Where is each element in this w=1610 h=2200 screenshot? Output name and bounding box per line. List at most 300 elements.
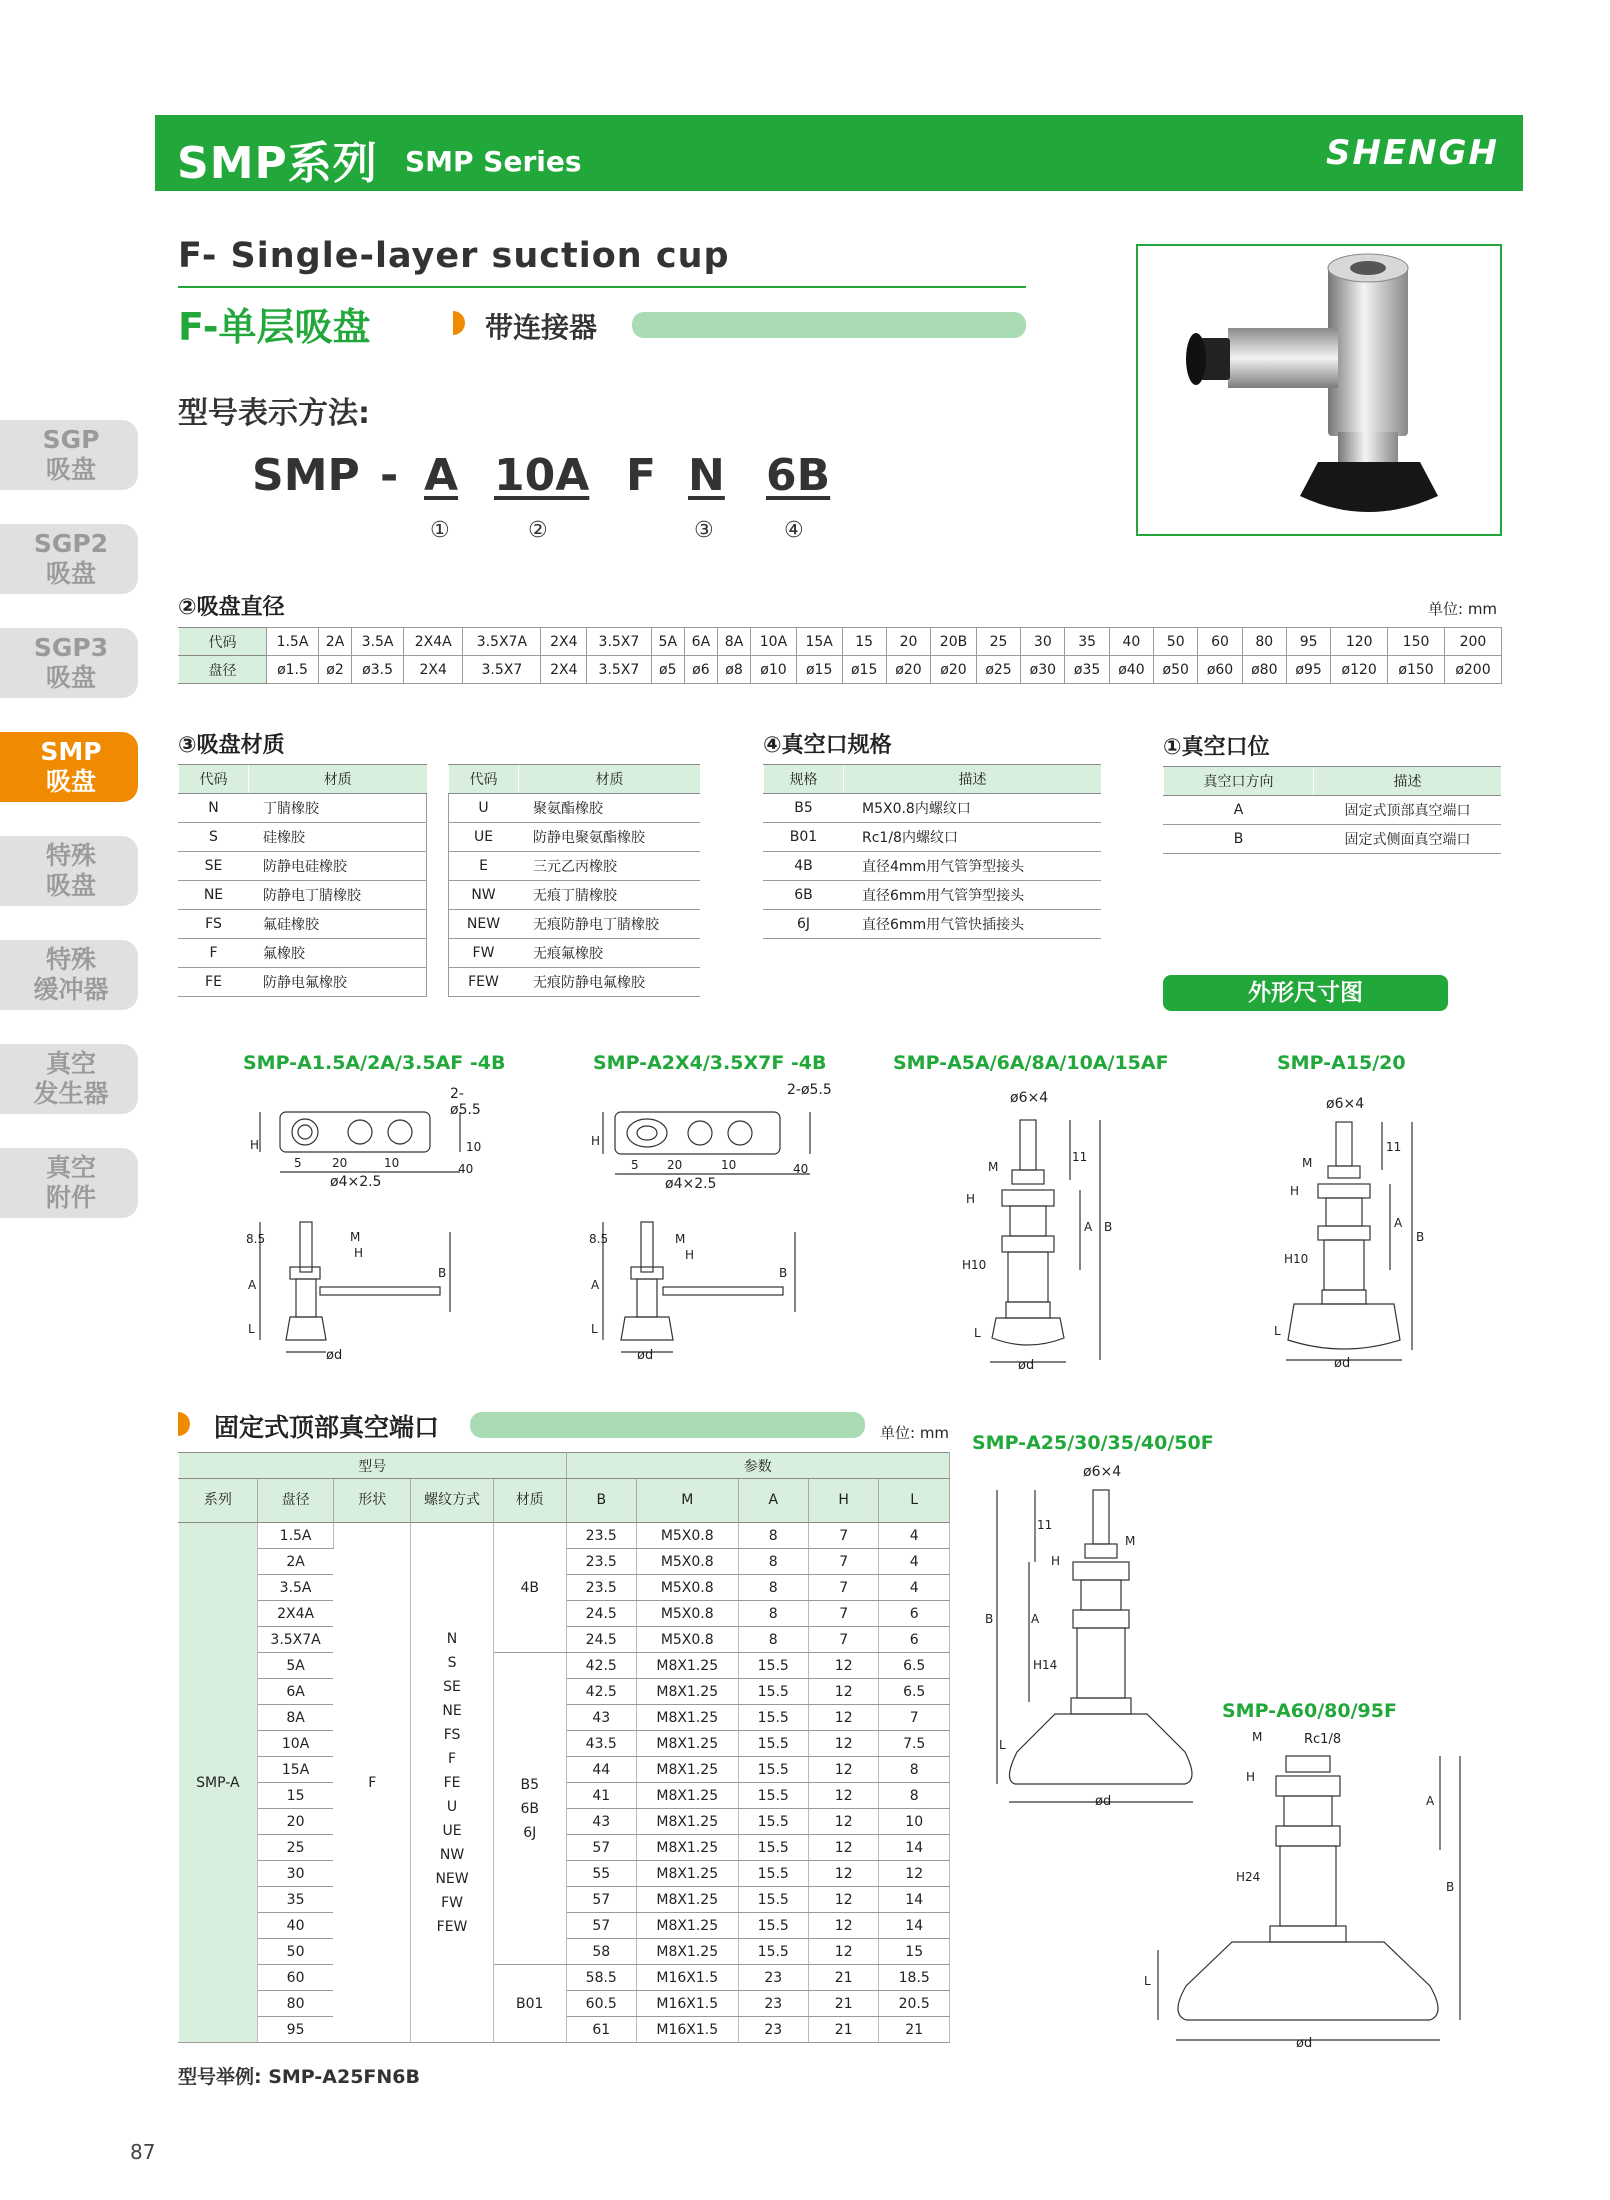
circle-1: ① (430, 518, 450, 543)
dims-param: 15.5 (738, 1757, 808, 1783)
sidebar-item-line1: SMP (40, 737, 102, 766)
dims-row (179, 1523, 950, 1549)
port-desc: 固定式顶部真空端口 (1314, 796, 1502, 825)
dims-param: 23 (738, 1965, 808, 1991)
dims-material-item: NE (442, 1702, 462, 1719)
dims-param: 4 (879, 1523, 950, 1549)
material-gap-cell (427, 852, 449, 881)
dims-param: 4 (879, 1549, 950, 1575)
diameter-value-cell: ø200 (1444, 656, 1501, 684)
material-name: 硅橡胶 (249, 823, 427, 852)
tag-marker (453, 311, 465, 335)
brand-logo: SHENGH (1326, 133, 1499, 173)
drawing-title-3: SMP-A5A/6A/8A/10A/15AF (893, 1052, 1169, 1074)
dims-param: 15.5 (738, 1913, 808, 1939)
diameter-value-cell: 3.5X7 (463, 656, 541, 684)
dims-param: 12 (808, 1783, 878, 1809)
material-gap-cell (427, 939, 449, 968)
diameter-value-cell: ø40 (1109, 656, 1153, 684)
dims-row (179, 1653, 950, 1679)
sidebar-item-line2: 附件 (45, 1183, 96, 1212)
vacuum-desc: M5X0.8内螺纹口 (844, 794, 1102, 823)
d3-h10: H10 (962, 1258, 987, 1272)
drawing-1 (246, 1082, 490, 1372)
sidebar-item-3[interactable] (0, 732, 138, 802)
material-row (179, 910, 701, 939)
dims-material-item: NEW (435, 1870, 469, 1887)
d4-tube: ø6×4 (1326, 1096, 1365, 1112)
dims-param: 6.5 (879, 1653, 950, 1679)
material-h-mat2: 材质 (519, 765, 701, 794)
dims-diameter: 15A (257, 1757, 334, 1783)
d5-11: 11 (1037, 1518, 1053, 1532)
dims-thread-group (493, 1653, 566, 1965)
d2-20: 20 (667, 1158, 683, 1172)
material-name: 氟硅橡胶 (249, 910, 427, 939)
section-title-cn: F-单层吸盘 (178, 305, 371, 349)
vacuum-h-spec: 规格 (764, 765, 844, 794)
material-name: 防静电聚氨酯橡胶 (519, 823, 701, 852)
d4-a: A (1394, 1216, 1403, 1230)
drawing-4 (1270, 1096, 1440, 1380)
dims-thread-group (493, 1523, 566, 1653)
material-code: SE (179, 852, 249, 881)
dims-param: M8X1.25 (636, 1679, 738, 1705)
dims-col-header: 材质 (493, 1479, 566, 1523)
diameter-code-cell: 200 (1444, 628, 1501, 656)
diameter-code-cell: 95 (1286, 628, 1330, 656)
model-part-shape: F (626, 450, 657, 501)
port-row (1164, 825, 1502, 854)
vacuum-spec: B01 (764, 823, 844, 852)
dims-diameter: 50 (257, 1939, 334, 1965)
dims-param: 43 (566, 1705, 636, 1731)
d1-m: M (350, 1230, 361, 1244)
dims-diameter: 1.5A (257, 1523, 334, 1549)
d6-b: B (1446, 1880, 1455, 1894)
sidebar-item-line2: 吸盘 (45, 767, 96, 796)
dims-material-item: N (446, 1630, 458, 1647)
diameter-code-cell: 2X4A (404, 628, 463, 656)
diameter-value-label: 盘径 (179, 656, 267, 684)
material-row (179, 939, 701, 968)
dims-thread-item: 6J (523, 1824, 537, 1841)
dims-param: 23 (738, 2017, 808, 2043)
diameter-title: ②吸盘直径 (178, 595, 285, 620)
dims-param: M8X1.25 (636, 1783, 738, 1809)
dims-param: M8X1.25 (636, 1731, 738, 1757)
sidebar-item-line1: SGP (42, 425, 100, 454)
dims-diameter: 20 (257, 1809, 334, 1835)
d2-hh: H (685, 1248, 695, 1262)
dims-param: 21 (879, 2017, 950, 2043)
material-gap (427, 765, 449, 794)
diameter-value-cell: ø80 (1242, 656, 1286, 684)
d2-d: ød (637, 1348, 654, 1363)
dims-col-header: B (566, 1479, 636, 1523)
material-gap-cell (427, 823, 449, 852)
d3-11: 11 (1072, 1150, 1088, 1164)
dims-param: 41 (566, 1783, 636, 1809)
d4-l: L (1274, 1324, 1281, 1338)
d2-40: 40 (793, 1162, 809, 1176)
diameter-value-cell: ø25 (976, 656, 1020, 684)
diameter-code-cell: 10A (751, 628, 797, 656)
dims-diameter: 40 (257, 1913, 334, 1939)
d2-5: 5 (631, 1158, 639, 1172)
material-name: 防静电丁腈橡胶 (249, 881, 427, 910)
diameter-value-cell: ø6 (684, 656, 717, 684)
dims-param: 23 (738, 1991, 808, 2017)
diameter-code-cell: 6A (684, 628, 717, 656)
diameter-code-cell: 15A (796, 628, 842, 656)
diameter-code-cell: 5A (651, 628, 684, 656)
dims-param: 12 (808, 1679, 878, 1705)
dims-param: 7 (808, 1601, 878, 1627)
diameter-value-cell: ø15 (842, 656, 886, 684)
dims-param: 14 (879, 1835, 950, 1861)
dims-col-header: M (636, 1479, 738, 1523)
material-code: E (449, 852, 519, 881)
material-gap-cell (427, 968, 449, 997)
diameter-code-cell: 35 (1065, 628, 1109, 656)
material-name: 聚氨酯橡胶 (519, 794, 701, 823)
diameter-value-cell: ø2 (318, 656, 351, 684)
sidebar-item-5[interactable] (0, 940, 138, 1010)
dims-col-header: 形状 (334, 1479, 411, 1523)
circle-4: ④ (784, 518, 804, 543)
sidebar-item-line2: 吸盘 (45, 663, 96, 692)
dims-param: 42.5 (566, 1653, 636, 1679)
d2-l: L (591, 1322, 598, 1336)
port-desc: 固定式侧面真空端口 (1314, 825, 1502, 854)
material-code: NW (449, 881, 519, 910)
dims-material-item: F (448, 1750, 457, 1767)
dims-param: 8 (738, 1601, 808, 1627)
d6-d: ød (1296, 2036, 1313, 2051)
diameter-code-cell: 3.5A (352, 628, 404, 656)
diameter-unit: 单位: mm (1428, 600, 1498, 618)
sidebar-item-line2: 吸盘 (45, 455, 96, 484)
port-table (1163, 766, 1501, 854)
model-part-port: A (424, 450, 459, 501)
sidebar-item-line2: 吸盘 (45, 871, 96, 900)
vacuum-row (764, 852, 1102, 881)
material-name: 氟橡胶 (249, 939, 427, 968)
dims-param: 43 (566, 1809, 636, 1835)
dims-param: 8 (738, 1627, 808, 1653)
dims-thread-group (493, 1965, 566, 2043)
material-code: FE (179, 968, 249, 997)
dims-col-header: 盘径 (257, 1479, 334, 1523)
d2-b: B (779, 1266, 788, 1280)
dims-param: 7 (808, 1523, 878, 1549)
d5-d: ød (1095, 1794, 1112, 1809)
dims-param: 12 (808, 1861, 878, 1887)
material-h-code2: 代码 (449, 765, 519, 794)
diameter-code-cell: 1.5A (267, 628, 319, 656)
diameter-value-cell: ø50 (1154, 656, 1198, 684)
material-h-code: 代码 (179, 765, 249, 794)
drawing-3 (950, 1090, 1130, 1380)
sidebar-item-0[interactable] (0, 420, 138, 490)
port-row (1164, 796, 1502, 825)
diameter-code-cell: 20B (931, 628, 977, 656)
model-part-diameter: 10A (494, 450, 590, 501)
drawing-6 (1140, 1730, 1470, 2070)
diameter-code-cell: 80 (1242, 628, 1286, 656)
dims-param: M8X1.25 (636, 1809, 738, 1835)
dims-param: 42.5 (566, 1679, 636, 1705)
dims-thread-item: 6B (520, 1800, 539, 1817)
diameter-value-cell: ø3.5 (352, 656, 404, 684)
material-name: 无痕防静电氟橡胶 (519, 968, 701, 997)
dims-diameter: 35 (257, 1887, 334, 1913)
dims-param: 24.5 (566, 1627, 636, 1653)
d3-tube: ø6×4 (1010, 1090, 1049, 1106)
dims-param: M5X0.8 (636, 1523, 738, 1549)
dims-param: 12 (808, 1653, 878, 1679)
dims-param: 6.5 (879, 1679, 950, 1705)
dims-param: 57 (566, 1913, 636, 1939)
dims-param: 7 (808, 1575, 878, 1601)
dims-series: SMP-A (179, 1523, 258, 2043)
vacuum-row (764, 910, 1102, 939)
vacuum-spec: B5 (764, 794, 844, 823)
dims-param: 18.5 (879, 1965, 950, 1991)
vacuum-spec: 4B (764, 852, 844, 881)
diameter-code-cell: 15 (842, 628, 886, 656)
header-band (155, 115, 1523, 191)
dims-param: M5X0.8 (636, 1601, 738, 1627)
material-code: NE (179, 881, 249, 910)
d5-tube: ø6×4 (1083, 1464, 1122, 1480)
dims-thread-item: B5 (520, 1776, 539, 1793)
d6-a: A (1426, 1794, 1435, 1808)
d4-m: M (1302, 1156, 1313, 1170)
dims-param: 8 (879, 1757, 950, 1783)
dims-param: 15.5 (738, 1653, 808, 1679)
vacuum-table (763, 764, 1101, 939)
material-row (179, 823, 701, 852)
d5-h: H (1051, 1554, 1061, 1568)
dims-param: M5X0.8 (636, 1627, 738, 1653)
drawing-title-6: SMP-A60/80/95F (1222, 1700, 1397, 1722)
diameter-value-cell: ø8 (717, 656, 750, 684)
dims-diameter: 3.5X7A (257, 1627, 334, 1653)
diameter-code-cell: 30 (1021, 628, 1065, 656)
dims-param: M8X1.25 (636, 1757, 738, 1783)
dims-material-item: FS (443, 1726, 461, 1743)
dims-param: 15.5 (738, 1679, 808, 1705)
sidebar-item-7[interactable] (0, 1148, 138, 1218)
dims-param: 12 (808, 1887, 878, 1913)
section-tag: 带连接器 (485, 311, 598, 344)
dims-marker (178, 1412, 190, 1436)
material-code: F (179, 939, 249, 968)
dims-param: 61 (566, 2017, 636, 2043)
d3-m: M (988, 1160, 999, 1174)
diameter-code-cell: 40 (1109, 628, 1153, 656)
dims-param: M5X0.8 (636, 1549, 738, 1575)
dims-col-header: 系列 (179, 1479, 258, 1523)
dims-param: 21 (808, 2017, 878, 2043)
diameter-value-cell: 3.5X7 (587, 656, 652, 684)
material-name: 无痕丁腈橡胶 (519, 881, 701, 910)
vacuum-desc: 直径6mm用气管快插接头 (844, 910, 1102, 939)
material-code: FS (179, 910, 249, 939)
dims-diameter: 80 (257, 1991, 334, 2017)
model-example: 型号举例: SMP-A25FN6B (178, 2066, 421, 2088)
dims-param: 20.5 (879, 1991, 950, 2017)
dims-diameter: 5A (257, 1653, 334, 1679)
diameter-value-cell: ø60 (1198, 656, 1242, 684)
diameter-code-cell: 3.5X7 (587, 628, 652, 656)
dims-param: 12 (808, 1705, 878, 1731)
sidebar-item-4[interactable] (0, 836, 138, 906)
diameter-value-cell: ø5 (651, 656, 684, 684)
dims-bar (470, 1412, 865, 1438)
dims-param: 15.5 (738, 1939, 808, 1965)
dims-material-item: UE (442, 1822, 462, 1839)
dims-param: 4 (879, 1575, 950, 1601)
diameter-code-cell: 3.5X7A (463, 628, 541, 656)
d3-b: B (1104, 1220, 1113, 1234)
page-number: 87 (130, 2140, 156, 2164)
dims-param: 60.5 (566, 1991, 636, 2017)
d6-h24: H24 (1236, 1870, 1261, 1884)
material-h-mat: 材质 (249, 765, 427, 794)
material-code: N (179, 794, 249, 823)
dims-param: 44 (566, 1757, 636, 1783)
diameter-code-cell: 20 (886, 628, 930, 656)
material-table (178, 764, 700, 997)
diameter-code-label: 代码 (179, 628, 267, 656)
d5-a: A (1031, 1612, 1040, 1626)
circle-3: ③ (694, 518, 714, 543)
d6-m: M (1252, 1730, 1263, 1744)
dims-thread-item: 4B (520, 1579, 539, 1596)
sidebar-item-1[interactable] (0, 524, 138, 594)
diameter-code-cell: 50 (1154, 628, 1198, 656)
dims-param: 14 (879, 1887, 950, 1913)
diameter-value-cell: ø20 (886, 656, 930, 684)
dims-param: M8X1.25 (636, 1653, 738, 1679)
d1-l: L (248, 1322, 255, 1336)
d6-l: L (1144, 1974, 1151, 1988)
dims-param: 15.5 (738, 1835, 808, 1861)
header-title-en: SMP Series (405, 145, 582, 178)
dims-param: 7 (879, 1705, 950, 1731)
material-name: 三元乙丙橡胶 (519, 852, 701, 881)
dims-param: 10 (879, 1809, 950, 1835)
d3-h: H (966, 1192, 976, 1206)
sidebar-item-2[interactable] (0, 628, 138, 698)
d6-h: H (1246, 1770, 1256, 1784)
circle-2: ② (528, 518, 548, 543)
d1-b: B (438, 1266, 447, 1280)
d3-d: ød (1018, 1358, 1035, 1373)
diameter-value-cell: ø30 (1021, 656, 1065, 684)
d1-20: 20 (332, 1156, 348, 1170)
d4-h: H (1290, 1184, 1300, 1198)
d1-hh: H (354, 1246, 364, 1260)
dims-diameter: 15 (257, 1783, 334, 1809)
material-row (179, 968, 701, 997)
dims-diameter: 30 (257, 1861, 334, 1887)
dims-diameter: 25 (257, 1835, 334, 1861)
dims-diameter: 8A (257, 1705, 334, 1731)
dims-param: 23.5 (566, 1549, 636, 1575)
dims-param: 12 (879, 1861, 950, 1887)
diameter-value-cell: ø120 (1331, 656, 1388, 684)
material-title: ③吸盘材质 (178, 733, 285, 758)
d5-m: M (1125, 1534, 1136, 1548)
title-divider (178, 286, 1026, 288)
dims-param: 15.5 (738, 1731, 808, 1757)
dims-param: 12 (808, 1809, 878, 1835)
vacuum-spec: 6J (764, 910, 844, 939)
diameter-value-cell: ø20 (931, 656, 977, 684)
dims-diameter: 60 (257, 1965, 334, 1991)
d1-h: H (250, 1138, 260, 1152)
sidebar-item-line1: 特殊 (45, 945, 96, 974)
port-h-desc: 描述 (1314, 767, 1502, 796)
d5-h14: H14 (1033, 1658, 1058, 1672)
material-code: FW (449, 939, 519, 968)
model-code-label: 型号表示方法: (178, 396, 370, 431)
d1-10v: 10 (466, 1140, 482, 1154)
dims-param: 6 (879, 1601, 950, 1627)
dims-param: 12 (808, 1835, 878, 1861)
dims-param: 7 (808, 1549, 878, 1575)
dims-shape: F (334, 1523, 411, 2043)
dims-row (179, 1965, 950, 1991)
material-code: U (449, 794, 519, 823)
dims-diameter: 3.5A (257, 1575, 334, 1601)
dims-param: M8X1.25 (636, 1861, 738, 1887)
material-name: 丁腈橡胶 (249, 794, 427, 823)
diameter-table (178, 627, 1502, 684)
dims-param: 15.5 (738, 1887, 808, 1913)
dims-param: 8 (738, 1549, 808, 1575)
dims-unit: 单位: mm (880, 1424, 950, 1442)
vacuum-desc: Rc1/8内螺纹口 (844, 823, 1102, 852)
model-part-vacuum: 6B (766, 450, 831, 501)
material-code: S (179, 823, 249, 852)
dims-param: 55 (566, 1861, 636, 1887)
material-name: 防静电氟橡胶 (249, 968, 427, 997)
diameter-code-cell: 2A (318, 628, 351, 656)
dims-param: 12 (808, 1757, 878, 1783)
material-row (179, 794, 701, 823)
d4-11: 11 (1386, 1140, 1402, 1154)
sidebar-item-6[interactable] (0, 1044, 138, 1114)
dims-param: M16X1.5 (636, 2017, 738, 2043)
dims-col-header: 螺纹方式 (411, 1479, 494, 1523)
material-name: 防静电硅橡胶 (249, 852, 427, 881)
diameter-value-cell: ø150 (1388, 656, 1445, 684)
sidebar-item-line1: SGP2 (33, 529, 109, 558)
sidebar-item-line2: 缓冲器 (33, 975, 109, 1004)
dims-thread-item: B01 (516, 1995, 544, 2012)
tag-bar (632, 312, 1026, 338)
d3-a: A (1084, 1220, 1093, 1234)
dims-param: 24.5 (566, 1601, 636, 1627)
dims-material-item: FEW (436, 1918, 468, 1935)
d1-d: ød (326, 1348, 343, 1363)
dims-param: M5X0.8 (636, 1575, 738, 1601)
